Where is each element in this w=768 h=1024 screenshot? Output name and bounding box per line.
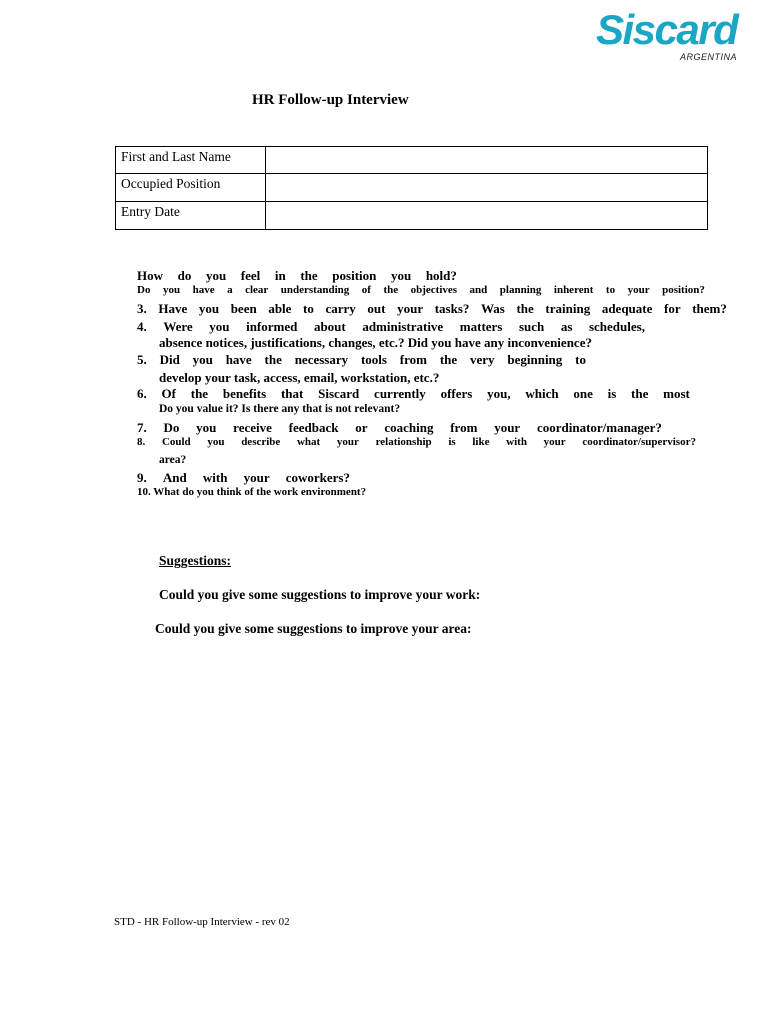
word: from	[399, 352, 427, 367]
table-row	[116, 174, 708, 202]
word: to	[575, 352, 586, 367]
word: informed	[246, 319, 298, 334]
word: planning	[499, 284, 542, 296]
word: with	[506, 436, 527, 448]
word: Have	[158, 301, 188, 316]
word: coordinator/supervisor?	[582, 436, 696, 448]
word: Siscard	[318, 386, 360, 401]
word: coordinator/manager?	[536, 420, 662, 435]
word: currently	[374, 386, 426, 401]
word: and	[469, 284, 488, 296]
word: hold?	[425, 268, 457, 283]
word: to	[605, 284, 616, 296]
word: coaching	[384, 420, 434, 435]
word: offers	[440, 386, 473, 401]
position-label: Occupied Position	[116, 174, 266, 202]
word: Did	[159, 352, 180, 367]
word: been	[230, 301, 257, 316]
word: understanding	[280, 284, 350, 296]
word: 9.	[137, 470, 147, 485]
word: for	[663, 301, 681, 316]
word: is	[448, 436, 456, 448]
word: your	[543, 436, 566, 448]
question-5-continued: develop your task, access, email, workstation, etc.?	[159, 370, 440, 385]
word: them?	[692, 301, 727, 316]
table-row	[116, 147, 708, 174]
word: in	[274, 268, 286, 283]
question-7	[137, 421, 662, 434]
word: objectives	[410, 284, 458, 296]
question-4	[137, 320, 645, 333]
word: the	[300, 268, 318, 283]
word: Were	[163, 319, 193, 334]
word: the	[264, 352, 282, 367]
logo-subtitle: ARGENTINA	[680, 52, 738, 62]
word: 8.	[137, 436, 146, 448]
question-9	[137, 471, 350, 484]
word: as	[560, 319, 573, 334]
word: you	[390, 268, 412, 283]
word: Could	[161, 436, 191, 448]
word: inherent	[553, 284, 594, 296]
word: which	[525, 386, 559, 401]
word: the	[516, 301, 534, 316]
word: have	[225, 352, 252, 367]
word: position	[332, 268, 377, 283]
word: such	[518, 319, 545, 334]
word: Do	[163, 420, 180, 435]
entry-date-field[interactable]	[266, 202, 708, 230]
word: you	[192, 352, 213, 367]
word: most	[663, 386, 690, 401]
word: that	[280, 386, 304, 401]
name-field[interactable]	[266, 147, 708, 174]
word: or	[355, 420, 368, 435]
word: 5.	[137, 352, 147, 367]
word: Do	[137, 284, 151, 296]
word: 4.	[137, 319, 147, 334]
word: what	[296, 436, 321, 448]
word: from	[450, 420, 478, 435]
word: necessary	[294, 352, 349, 367]
word: you	[196, 420, 217, 435]
word: And	[162, 470, 187, 485]
word: adequate	[601, 301, 653, 316]
word: 7.	[137, 420, 147, 435]
word: feel	[240, 268, 261, 283]
word: you	[209, 319, 230, 334]
word: you	[198, 301, 220, 316]
word: describe	[241, 436, 281, 448]
word: beginning	[507, 352, 563, 367]
question-5	[137, 353, 586, 366]
word: to	[303, 301, 314, 316]
word: out	[367, 301, 386, 316]
word: with	[202, 470, 228, 485]
word: training	[545, 301, 591, 316]
word: clear	[245, 284, 269, 296]
word: of	[361, 284, 371, 296]
word: the	[190, 386, 209, 401]
siscard-logo	[596, 8, 746, 64]
word: tasks?	[434, 301, 470, 316]
question-4-continued: absence notices, justifications, changes, etc.? Did you have any inconvenience?	[159, 335, 592, 350]
word: schedules,	[588, 319, 645, 334]
word: you	[207, 436, 225, 448]
question-1	[137, 269, 457, 282]
word: a	[227, 284, 233, 296]
suggestion-work: Could you give some suggestions to improve your work:	[159, 587, 481, 602]
position-field[interactable]	[266, 174, 708, 202]
word: receive	[233, 420, 272, 435]
word: position?	[662, 284, 705, 296]
word: do	[177, 268, 192, 283]
word: your	[336, 436, 359, 448]
question-6	[137, 387, 690, 400]
word: tools	[360, 352, 387, 367]
word: the	[631, 386, 649, 401]
question-3	[137, 302, 727, 315]
word: 3.	[137, 301, 147, 316]
word: feedback	[288, 420, 339, 435]
entry-date-label: Entry Date	[116, 202, 266, 230]
suggestion-area: Could you give some suggestions to improve your area:	[155, 621, 472, 636]
word: administrative	[362, 319, 444, 334]
word: relationship	[375, 436, 432, 448]
suggestions-heading: Suggestions:	[159, 553, 232, 568]
word: you	[162, 284, 181, 296]
question-6-continued: Do you value it? Is there any that is not relevant?	[159, 403, 401, 415]
employee-info-table	[115, 146, 708, 230]
word: coworkers?	[285, 470, 350, 485]
word: carry	[325, 301, 356, 316]
word: 6.	[137, 386, 147, 401]
name-label: First and Last Name	[116, 147, 266, 174]
question-10: 10. What do you think of the work environment?	[137, 486, 367, 498]
word: matters	[459, 319, 503, 334]
question-8	[137, 437, 696, 448]
question-2	[137, 285, 705, 296]
logo-wordmark: Siscard	[596, 6, 738, 53]
word: very	[470, 352, 495, 367]
document-footer: STD - HR Follow-up Interview - rev 02	[114, 916, 290, 928]
word: Of	[161, 386, 176, 401]
word: your	[494, 420, 521, 435]
word: benefits	[222, 386, 267, 401]
document-title: HR Follow-up Interview	[252, 92, 409, 108]
word: your	[627, 284, 650, 296]
word: Was	[481, 301, 505, 316]
word: about	[313, 319, 346, 334]
word: is	[607, 386, 617, 401]
word: the	[439, 352, 458, 367]
word: have	[192, 284, 215, 296]
word: able	[268, 301, 292, 316]
word: you,	[487, 386, 511, 401]
word: you	[205, 268, 227, 283]
word: the	[383, 284, 399, 296]
word: like	[472, 436, 490, 448]
question-8-continued: area?	[159, 454, 187, 466]
word: How	[137, 268, 163, 283]
table-row	[116, 202, 708, 230]
word: one	[573, 386, 593, 401]
word: your	[397, 301, 424, 316]
word: your	[243, 470, 270, 485]
